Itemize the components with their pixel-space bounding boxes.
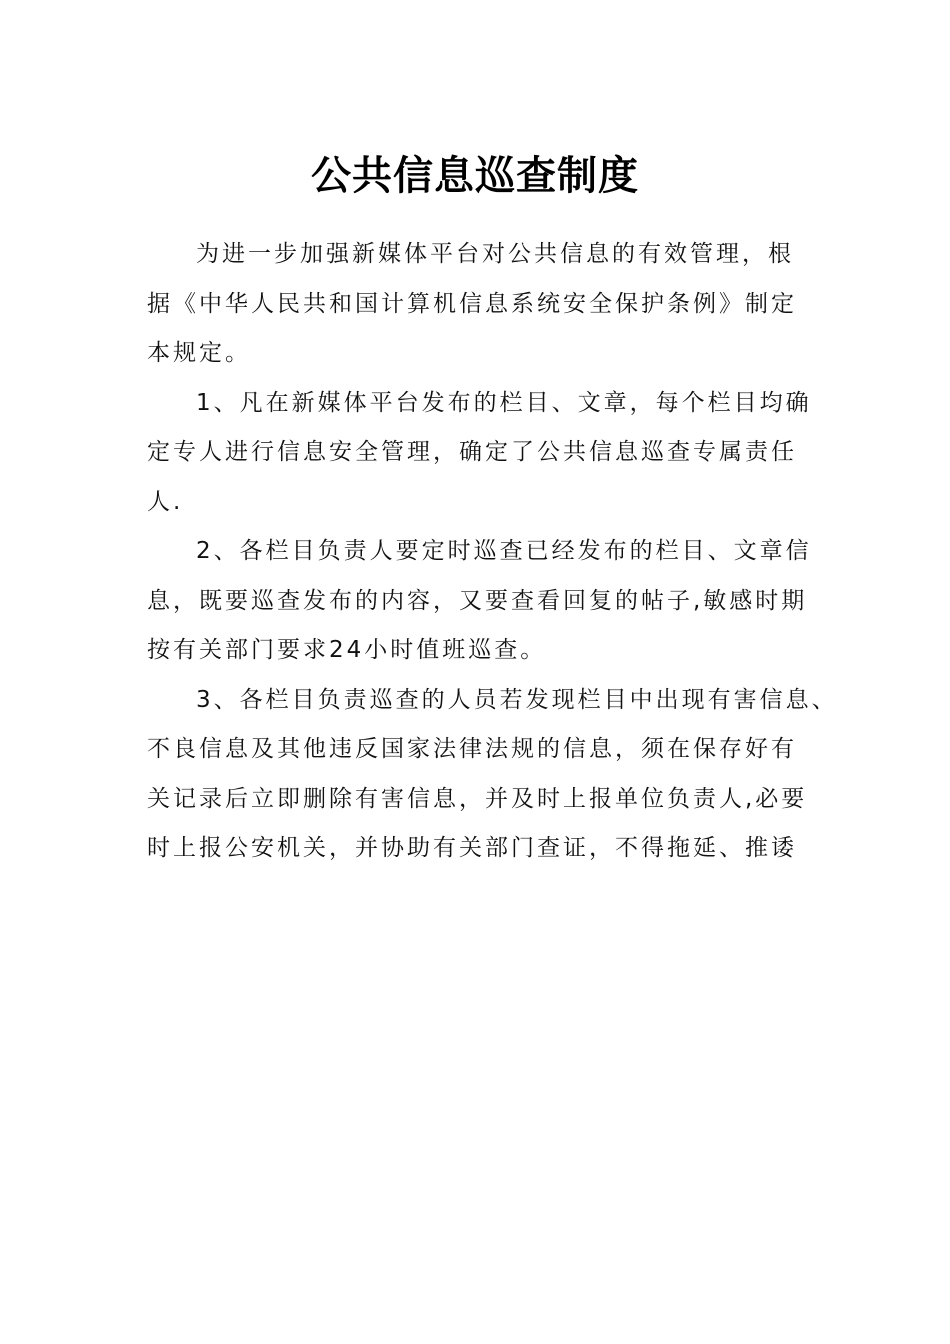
paragraph-line: 3、各栏目负责巡查的人员若发现栏目中出现有害信息、	[196, 686, 838, 713]
paragraph-line: 关记录后立即删除有害信息，并及时上报单位负责人,必要	[147, 785, 808, 812]
paragraph-line: 息，既要巡查发布的内容，又要查看回复的帖子,敏感时期	[147, 587, 808, 614]
paragraph-item-1	[147, 379, 812, 528]
paragraph-line: 1、凡在新媒体平台发布的栏目、文章，每个栏目均确	[196, 389, 812, 416]
paragraph-line: 2、各栏目负责人要定时巡查已经发布的栏目、文章信	[196, 538, 812, 564]
paragraph-line: 人.	[147, 488, 184, 515]
paragraph-line: 按有关部门要求24小时值班巡查。	[147, 637, 547, 663]
paragraph-item-3	[147, 676, 838, 874]
paragraph-line: 不良信息及其他违反国家法律法规的信息，须在保存好有	[147, 736, 797, 762]
paragraph-intro	[147, 230, 807, 379]
document-body	[147, 230, 838, 874]
paragraph-line: 时上报公安机关，并协助有关部门查证，不得拖延、推诿	[147, 835, 797, 861]
paragraph-line: 本规定。	[147, 340, 251, 366]
paragraph-line: 定专人进行信息安全管理，确定了公共信息巡查专属责任	[147, 439, 797, 465]
page-title: 公共信息巡查制度	[311, 152, 639, 199]
paragraph-line: 为进一步加强新媒体平台对公共信息的有效管理，根	[196, 241, 794, 267]
paragraph-item-2	[147, 527, 812, 676]
paragraph-line: 据《中华人民共和国计算机信息系统安全保护条例》制定	[147, 290, 797, 317]
